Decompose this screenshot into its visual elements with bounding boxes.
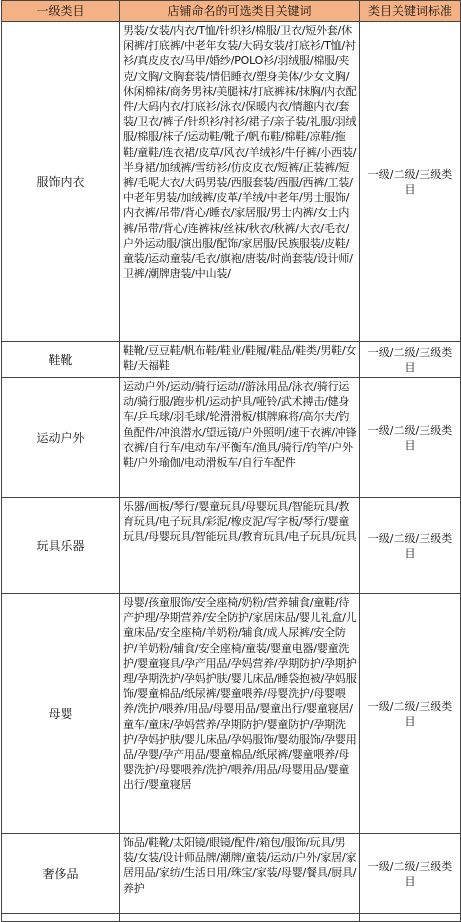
header-standard: 类目关键词标准	[360, 1, 461, 22]
header-primary-category: 一级类目	[2, 1, 120, 22]
keywords-cell: 乐器/画板/琴行/婴童玩具/母婴玩具/智能玩具/教育玩具/电子玩具/彩泥/橡皮泥/写字板/琴行/婴童玩具/母婴玩具/智能玩具/教育玩具/电子玩具/玩具	[120, 498, 360, 594]
standard-cell: 一级/二级/三级类目	[360, 342, 461, 378]
category-cell: 玩具乐器	[2, 498, 120, 594]
table-row	[2, 378, 461, 498]
category-cell: 服饰内衣	[2, 22, 120, 342]
standard-cell: 一级/二级/三级类目	[360, 22, 461, 342]
category-cell	[2, 914, 120, 922]
header-keywords: 店铺命名的可选类目关键词	[120, 1, 360, 22]
table-row-partial	[2, 914, 461, 922]
standard-cell: 一级/二级/三级类目	[360, 378, 461, 498]
category-cell: 奢侈品	[2, 834, 120, 914]
category-cell: 运动户外	[2, 378, 120, 498]
category-keyword-table	[1, 0, 461, 922]
standard-cell: 一级/二级/三级类目	[360, 834, 461, 914]
standard-cell: 一级/二级/三级类目	[360, 498, 461, 594]
table-row	[2, 834, 461, 914]
keywords-cell: 运动户外/运动/骑行运动//游泳用品/泳衣/骑行运动/骑行服/跑步机/运动护具/哑铃/武术搏击/健身车/乒乓球/羽毛球/轮滑滑板/棋牌麻将/高尔夫/钓鱼配件/冲浪潜水/望远镜/户外照明/速干衣裤/冲锋衣裤/自行车/电动车/平衡车/渔具/骑行/钓竿/户外鞋/户外瑜伽/电动滑板车/自行车配件	[120, 378, 360, 498]
table-row	[2, 498, 461, 594]
category-cell: 母婴	[2, 594, 120, 834]
category-cell: 鞋靴	[2, 342, 120, 378]
standard-cell	[360, 914, 461, 922]
keywords-cell: 男装/女装/内衣/T恤/针织衫/棉服/卫衣/短外套/休闲裤/打底裤/中老年女装/大码女装/打底衫/T恤/衬衫/真皮皮衣/马甲/婚纱/POLO衫/羽绒服/棉服/夹克/文胸/文胸套装/情侣睡衣/塑身美体/少女文胸/休闲棉袜/商务男袜/美腿袜/打底裤袜/抹胸/内衣配件/大码内衣/打底衫/泳衣/保暖内衣/情趣内衣/套装/卫衣/裤子/针织衫/衬衫/裙子/亲子装/礼服/羽绒服/棉服/袜子/运动鞋/靴子/帆布鞋/棉鞋/凉鞋/拖鞋/童鞋/连衣裙/皮草/风衣/羊绒衫/牛仔裤/小西装/半身裙/加绒裤/雪纺衫/仿皮皮衣/短裤/正装裤/短裤/毛呢大衣/大码男装/西服套装/西服/西裤/工装/中老年男装/加绒裤/皮革/羊绒/中老年/男士服饰/内衣裤/吊带/背心/睡衣/家居服/男士内裤/女士内裤/吊带/背心/连裤袜/丝袜/秋衣/秋裤/大衣/毛衣/户外运动服/演出服/配饰/家居服/民族服装/皮鞋/童装/运动童装/毛衣/旗袍/唐装/时尚套装/设计师/卫裤/潮牌唐装/中山装/	[120, 22, 360, 342]
keywords-cell: 母婴/孩童服饰/安全座椅/奶粉/营养辅食/童鞋/待产护理/孕期营养/安全防护/家居床品/婴儿礼盒/儿童床品/安全座椅/羊奶粉/辅食/成人尿裤/安全防护/羊奶粉/辅食/安全座椅/童装/婴童电器/婴童洗护/婴童寝具/孕产用品/孕妈营养/孕期防护/孕期护理/孕期洗护/孕妈护肤/婴儿床品/睡袋抱被/孕妈服饰/婴童棉品/纸尿裤/婴童喂养/母婴洗护/母婴喂养/洗护/喂养/用品/母婴用品/婴童出行/婴童寝居/童车/童床/孕妈营养/孕期防护/婴童防护/孕期洗护/孕妈护肤/婴儿床品/孕妈服饰/婴幼服饰/孕婴用品/孕婴/孕产用品/婴童棉品/纸尿裤/婴童喂养/母婴洗护/母婴喂养/洗护/喂养/用品/母婴用品/婴童出行/婴童寝居	[120, 594, 360, 834]
keywords-cell	[120, 914, 360, 922]
table-row	[2, 22, 461, 342]
standard-cell: 一级/二级/三级类目	[360, 594, 461, 834]
table-row	[2, 594, 461, 834]
table-row	[2, 342, 461, 378]
keywords-cell: 鞋靴/豆豆鞋/帆布鞋/鞋业/鞋履/鞋品/鞋类/男鞋/女鞋/天福鞋	[120, 342, 360, 378]
keywords-cell: 饰品/鞋靴/太阳镜/眼镜/配件/箱包/服饰/玩具/男装/女装/设计师品牌/潮牌/童装/运动/户外/家居/家居用品/家纺/生活日用/珠宝/家装/母婴/餐具/厨具/养护	[120, 834, 360, 914]
header-row	[2, 1, 461, 22]
